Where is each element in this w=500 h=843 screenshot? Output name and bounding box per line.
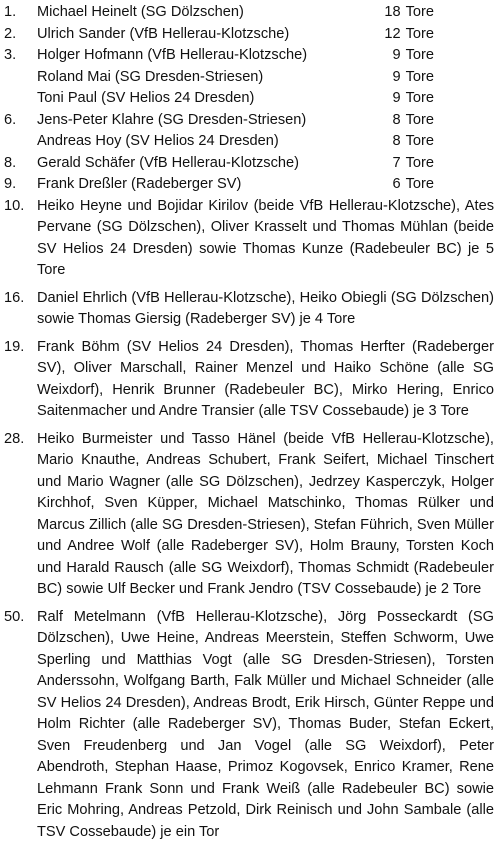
goal-count	[381, 45, 494, 67]
goal-unit: Tore	[406, 69, 434, 85]
scorer-group-row	[4, 288, 494, 331]
goal-number: 7	[381, 153, 401, 175]
goal-unit: Tore	[406, 112, 434, 128]
goal-number: 12	[381, 24, 401, 46]
scorer-group-text: Ralf Metelmann (VfB Hellerau-Klotzsche), Jörg Posseckardt (SG Dölzschen), Uwe Heine, Andreas Meerstein, Steffen Schworm, Uwe Sperling und Matthias Vogt (alle SG Dresden-Striesen), Torsten Anderssohn, Wolfgang Barth, Falk Müller und Michael Schneider (alle SV Helios 24 Dresden), Andreas Brodt, Erik Hirsch, Günter Reppe und Holm Richter (alle Radeberger SV), Thomas Buder, Stefan Eckert, Sven Freudenberg und Jan Vogel (alle SG Weixdorf), Peter Abendroth, Stephan Haase, Primoz Kogovsek, Enrico Kramer, Rene Lehmann Frank Sonn und Frank Weiß (alle Radebeuler BC) sowie Eric Mohring, Andreas Petzold, Dirk Reinisch und John Sambale (alle TSV Cossebaude) je ein Tor	[37, 607, 494, 843]
goal-count	[381, 110, 494, 132]
goal-number: 8	[381, 110, 401, 132]
goal-count	[381, 153, 494, 175]
goal-unit: Tore	[406, 133, 434, 149]
goal-unit: Tore	[406, 47, 434, 63]
scorer-row	[4, 88, 494, 110]
rank-number: 9.	[4, 174, 37, 196]
scorer-row	[4, 2, 494, 24]
rank-number: 1.	[4, 2, 37, 24]
goal-count	[381, 88, 494, 110]
scorer-row	[4, 131, 494, 153]
goal-count	[381, 24, 494, 46]
goal-count	[381, 67, 494, 89]
scorer-row	[4, 24, 494, 46]
player-name: Roland Mai (SG Dresden-Striesen)	[37, 67, 381, 89]
rank-number: 6.	[4, 110, 37, 132]
goal-number: 8	[381, 131, 401, 153]
player-name: Jens-Peter Klahre (SG Dresden-Striesen)	[37, 110, 381, 132]
goal-count	[381, 2, 494, 24]
goal-number: 9	[381, 88, 401, 110]
goal-count	[381, 131, 494, 153]
goal-unit: Tore	[406, 26, 434, 42]
rank-number: 50.	[4, 607, 37, 629]
player-name: Ulrich Sander (VfB Hellerau-Klotzsche)	[37, 24, 381, 46]
goal-unit: Tore	[406, 176, 434, 192]
rank-number: 10.	[4, 196, 37, 218]
goal-number: 9	[381, 67, 401, 89]
goal-count	[381, 174, 494, 196]
player-name: Toni Paul (SV Helios 24 Dresden)	[37, 88, 381, 110]
player-name: Holger Hofmann (VfB Hellerau-Klotzsche)	[37, 45, 381, 67]
rank-number: 19.	[4, 337, 37, 359]
rank-number: 2.	[4, 24, 37, 46]
goal-unit: Tore	[406, 4, 434, 20]
goal-unit: Tore	[406, 90, 434, 106]
goal-number: 18	[381, 2, 401, 24]
grouped-scorers-list	[4, 196, 494, 843]
player-name: Frank Dreßler (Radeberger SV)	[37, 174, 381, 196]
scorer-row	[4, 110, 494, 132]
top-scorers-list	[4, 2, 494, 196]
scorer-group-text: Heiko Heyne und Bojidar Kirilov (beide VfB Hellerau-Klotzsche), Ates Pervane (SG Dölzschen), Oliver Krasselt und Thomas Mühlan (beide SV Helios 24 Dresden) sowie Thomas Kunze (Radebeuler BC) je 5 Tore	[37, 196, 494, 282]
player-name: Gerald Schäfer (VfB Hellerau-Klotzsche)	[37, 153, 381, 175]
scorer-row	[4, 67, 494, 89]
goal-number: 9	[381, 45, 401, 67]
rank-number: 8.	[4, 153, 37, 175]
rank-number: 3.	[4, 45, 37, 67]
scorer-row	[4, 45, 494, 67]
scorer-row	[4, 153, 494, 175]
scorer-group-text: Daniel Ehrlich (VfB Hellerau-Klotzsche), Heiko Obiegli (SG Dölzschen) sowie Thomas Giersig (Radeberger SV) je 4 Tore	[37, 288, 494, 331]
player-name: Andreas Hoy (SV Helios 24 Dresden)	[37, 131, 381, 153]
scorer-group-row	[4, 429, 494, 601]
player-name: Michael Heinelt (SG Dölzschen)	[37, 2, 381, 24]
rank-number: 16.	[4, 288, 37, 310]
scorer-group-row	[4, 607, 494, 843]
scorer-group-row	[4, 196, 494, 282]
scorer-group-text: Heiko Burmeister und Tasso Hänel (beide VfB Hellerau-Klotzsche), Mario Knauthe, Andreas Schubert, Frank Seifert, Michael Tinschert und Mario Wagner (alle SG Dölzschen), Jedrzey Kasperczyk, Holger Kirchhof, Sven Küpper, Michael Matschinko, Thomas Rülker und Marcus Zillich (alle SG Dresden-Striesen), Stefan Führich, Sven Müller und Andree Wolf (alle Radeberger SV), Holm Brauny, Torsten Koch und Harald Rausch (alle SG Weixdorf), Thomas Schmidt (Radebeuler BC) sowie Ulf Becker und Frank Jendro (TSV Cossebaude) je 2 Tore	[37, 429, 494, 601]
goal-unit: Tore	[406, 155, 434, 171]
rank-number: 28.	[4, 429, 37, 451]
scorer-row	[4, 174, 494, 196]
scorer-group-row	[4, 337, 494, 423]
goal-number: 6	[381, 174, 401, 196]
scorer-group-text: Frank Böhm (SV Helios 24 Dresden), Thomas Herfter (Radeberger SV), Oliver Marschall, Rainer Menzel und Haiko Schöne (alle SG Weixdorf), Henrik Brunner (Radebeuler BC), Mirko Hering, Enrico Saitenmacher und Andre Transier (alle TSV Cossebaude) je 3 Tore	[37, 337, 494, 423]
